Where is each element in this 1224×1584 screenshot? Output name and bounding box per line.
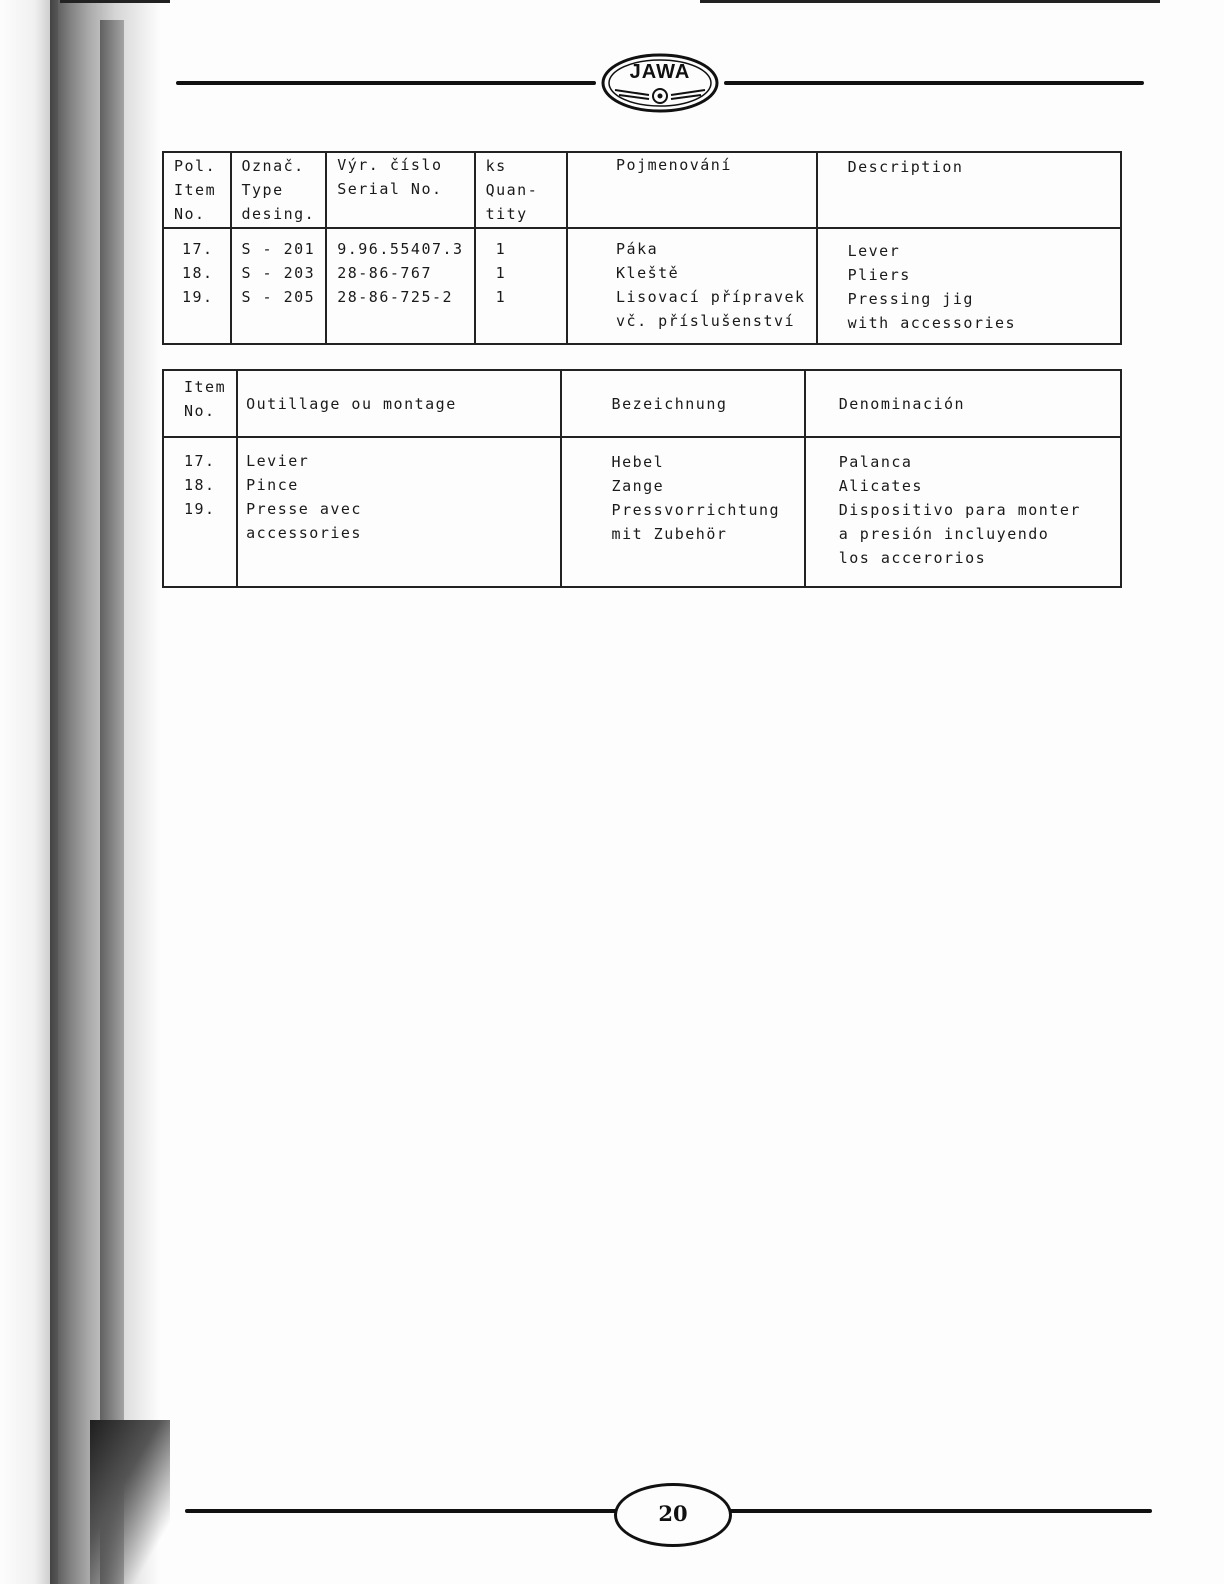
cell-value: los accerorios: [838, 549, 987, 567]
header-label: ks: [485, 157, 507, 175]
cell-value: 17.: [184, 452, 216, 470]
cell-value: with accessories: [847, 314, 1017, 332]
cell-value: Zange: [611, 477, 665, 495]
cell-value: Kleště: [616, 264, 680, 282]
header-label: desing.: [241, 205, 316, 223]
header-cell-serial: [326, 152, 474, 228]
header-cell-item: [163, 370, 237, 437]
header-label: Pol.: [174, 157, 217, 175]
table-body-row: [163, 437, 1121, 587]
cell-value: S - 205: [241, 288, 316, 306]
top-scan-rule-right: [700, 0, 1160, 3]
cell-value: 1: [495, 240, 507, 258]
cell-value: Palanca: [838, 453, 913, 471]
header-cell-type: [231, 152, 327, 228]
header-label: Označ.: [241, 157, 305, 175]
table-header-row: [163, 370, 1121, 437]
header-label: Type: [241, 181, 284, 199]
header-cell-de-name: [561, 370, 805, 437]
cell-value: Pliers: [847, 266, 911, 284]
header-label: Serial No.: [337, 180, 443, 198]
cell-value: Lever: [847, 242, 901, 260]
body-cell-en-names: [817, 228, 1121, 344]
header-rule-right: [724, 81, 1144, 85]
cell-value: S - 203: [241, 264, 316, 282]
body-cell-fr-names: [237, 437, 560, 587]
header-label: Item: [174, 181, 217, 199]
body-cell-es-names: [805, 437, 1121, 587]
body-cell-cz-names: [567, 228, 817, 344]
cell-value: Dispositivo para monter: [838, 501, 1081, 519]
cell-value: Levier: [246, 452, 310, 470]
cell-value: mit Zubehör: [611, 525, 728, 543]
table-header-row: [163, 152, 1121, 228]
footer-rule-right: [724, 1509, 1152, 1513]
scan-binding-dark: [100, 20, 124, 1584]
header-cell-fr-name: [237, 370, 560, 437]
header-label: No.: [184, 402, 216, 420]
scan-binding-foot: [90, 1420, 170, 1584]
cell-value: 19.: [182, 288, 214, 306]
cell-value: 1: [495, 288, 507, 306]
cell-value: Páka: [616, 240, 659, 258]
cell-value: Lisovací přípravek: [616, 288, 806, 306]
cell-value: Presse avec: [246, 500, 362, 518]
cell-value: Pressing jig: [847, 290, 974, 308]
header-label: Outillage ou montage: [246, 394, 457, 413]
header-label: Pojmenování: [616, 156, 732, 174]
cell-value: 28-86-725-2: [337, 288, 454, 306]
logo-text: JAWA: [629, 61, 691, 83]
header-cell-qty: [475, 152, 567, 228]
header-cell-cz-name: [567, 152, 817, 228]
header-label: Bezeichnung: [611, 394, 728, 413]
header-label: Description: [847, 158, 964, 176]
cell-value: Hebel: [611, 453, 665, 471]
header-label: Denominación: [838, 394, 966, 413]
parts-table-cz-en: [162, 151, 1122, 345]
body-cell-items: [163, 228, 231, 344]
cell-value: 17.: [182, 240, 214, 258]
footer-rule-left: [185, 1509, 617, 1513]
table-body-row: [163, 228, 1121, 344]
body-cell-qtys: [475, 228, 567, 344]
page-number-oval: [614, 1483, 732, 1547]
header-label: tity: [485, 205, 528, 223]
jawa-logo: [601, 53, 719, 113]
cell-value: S - 201: [241, 240, 316, 258]
cell-value: vč. příslušenství: [616, 312, 796, 330]
cell-value: 1: [495, 264, 507, 282]
header-label: No.: [174, 205, 206, 223]
header-cell-en-name: [817, 152, 1121, 228]
cell-value: 28-86-767: [337, 264, 432, 282]
cell-value: 9.96.55407.3: [337, 240, 464, 258]
header-label: Výr. číslo: [337, 156, 443, 174]
body-cell-items: [163, 437, 237, 587]
body-cell-serials: [326, 228, 474, 344]
cell-value: a presión incluyendo: [838, 525, 1050, 543]
cell-value: 18.: [182, 264, 214, 282]
cell-value: Pince: [246, 476, 299, 494]
page-number: 20: [658, 1501, 688, 1526]
header-label: Quan-: [485, 181, 539, 199]
cell-value: 18.: [184, 476, 216, 494]
header-cell-es-name: [805, 370, 1121, 437]
body-cell-de-names: [561, 437, 805, 587]
body-cell-types: [231, 228, 327, 344]
header-label: Item: [184, 378, 227, 396]
cell-value: accessories: [246, 524, 362, 542]
cell-value: Pressvorrichtung: [611, 501, 781, 519]
header-rule-left: [176, 81, 596, 85]
cell-value: Alicates: [838, 477, 923, 495]
header-cell-item: [163, 152, 231, 228]
top-scan-rule: [60, 0, 170, 3]
cell-value: 19.: [184, 500, 216, 518]
parts-table-fr-de-es: [162, 369, 1122, 588]
